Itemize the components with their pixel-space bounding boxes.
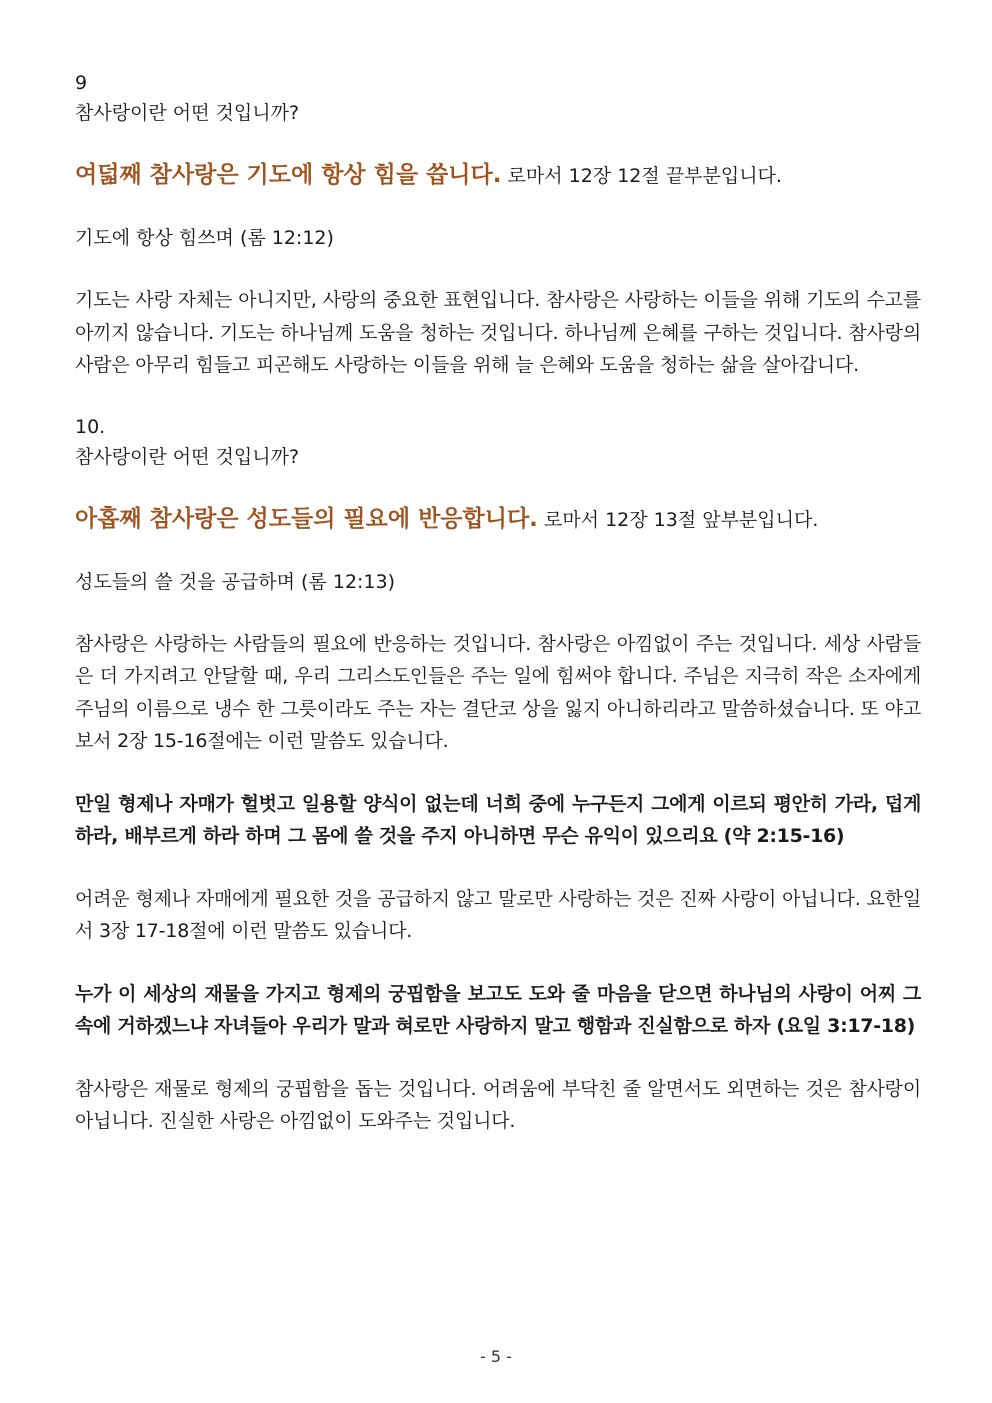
- heading-reference: 로마서 12장 13절 앞부분입니다.: [543, 508, 819, 531]
- section-heading: [75, 503, 921, 536]
- document-page: [75, 68, 921, 1168]
- section-number: 9: [75, 72, 88, 94]
- scripture-quote: 누가 이 세상의 재물을 가지고 형제의 궁핍함을 보고도 도와 줄 마음을 닫으면 하나님의 사랑이 어찌 그 속에 거하겠느냐 자녀들아 우리가 말과 혀로만 사랑하지 말고 행함과 진실함으로 하자 (요일 3:17-18): [75, 982, 921, 1037]
- section-question: 참사랑이란 어떤 것입니까?: [75, 445, 300, 468]
- body-paragraph: 기도는 사랑 자체는 아니지만, 사랑의 중요한 표현입니다. 참사랑은 사랑하는 이들을 위해 기도의 수고를 아끼지 않습니다. 기도는 하나님께 도움을 청하는 것입니다. 하나님께 은혜를 구하는 것입니다. 참사랑의 사람은 아무리 힘들고 피곤해도 사랑하는 이들을 위해 늘 은혜와 도움을 청하는 삶을 살아갑니다.: [75, 289, 921, 376]
- heading-reference: 로마서 12장 12절 끝부분입니다.: [507, 165, 782, 187]
- section-question: 참사랑이란 어떤 것입니까?: [75, 102, 300, 124]
- page-number: - 5 -: [480, 1347, 512, 1366]
- scripture-quote: 만일 형제나 자매가 헐벗고 일용할 양식이 없는데 너희 중에 누구든지 그에게 이르되 평안히 가라, 덥게 하라, 배부르게 하라 하며 그 몸에 쓸 것을 주지 아니하면 무슨 유익이 있으리요 (약 2:15-16): [75, 792, 921, 847]
- verse-title: 성도들의 쓸 것을 공급하며 (롬 12:13): [75, 570, 396, 593]
- heading-emphasis: 아홉째 참사랑은 성도들의 필요에 반응합니다.: [75, 505, 538, 532]
- section-number: 10.: [75, 415, 106, 438]
- body-paragraph: 어려운 형제나 자매에게 필요한 것을 공급하지 않고 말로만 사랑하는 것은 진짜 사랑이 아닙니다. 요한일서 3장 17-18절에 이런 말씀도 있습니다.: [75, 887, 921, 942]
- heading-emphasis: 여덟째 참사랑은 기도에 항상 힘을 씁니다.: [75, 162, 502, 188]
- verse-title: 기도에 항상 힘쓰며 (롬 12:12): [75, 227, 334, 249]
- section-heading: [75, 159, 921, 192]
- body-paragraph: 참사랑은 재물로 형제의 궁핍함을 돕는 것입니다. 어려움에 부닥친 줄 알면서도 외면하는 것은 참사랑이 아닙니다. 진실한 사랑은 아낌없이 도와주는 것입니다.: [75, 1077, 921, 1132]
- body-paragraph: 참사랑은 사랑하는 사람들의 필요에 반응하는 것입니다. 참사랑은 아낌없이 주는 것입니다. 세상 사람들은 더 가지려고 안달할 때, 우리 그리스도인들은 주는 일에 힘써야 합니다. 주님은 지극히 작은 소자에게 주님의 이름으로 냉수 한 그릇이라도 주는 자는 결단코 상을 잃지 아니하리라고 말씀하셨습니다. 또 야고보서 2장 15-16절에는 이런 말씀도 있습니다.: [75, 632, 921, 752]
